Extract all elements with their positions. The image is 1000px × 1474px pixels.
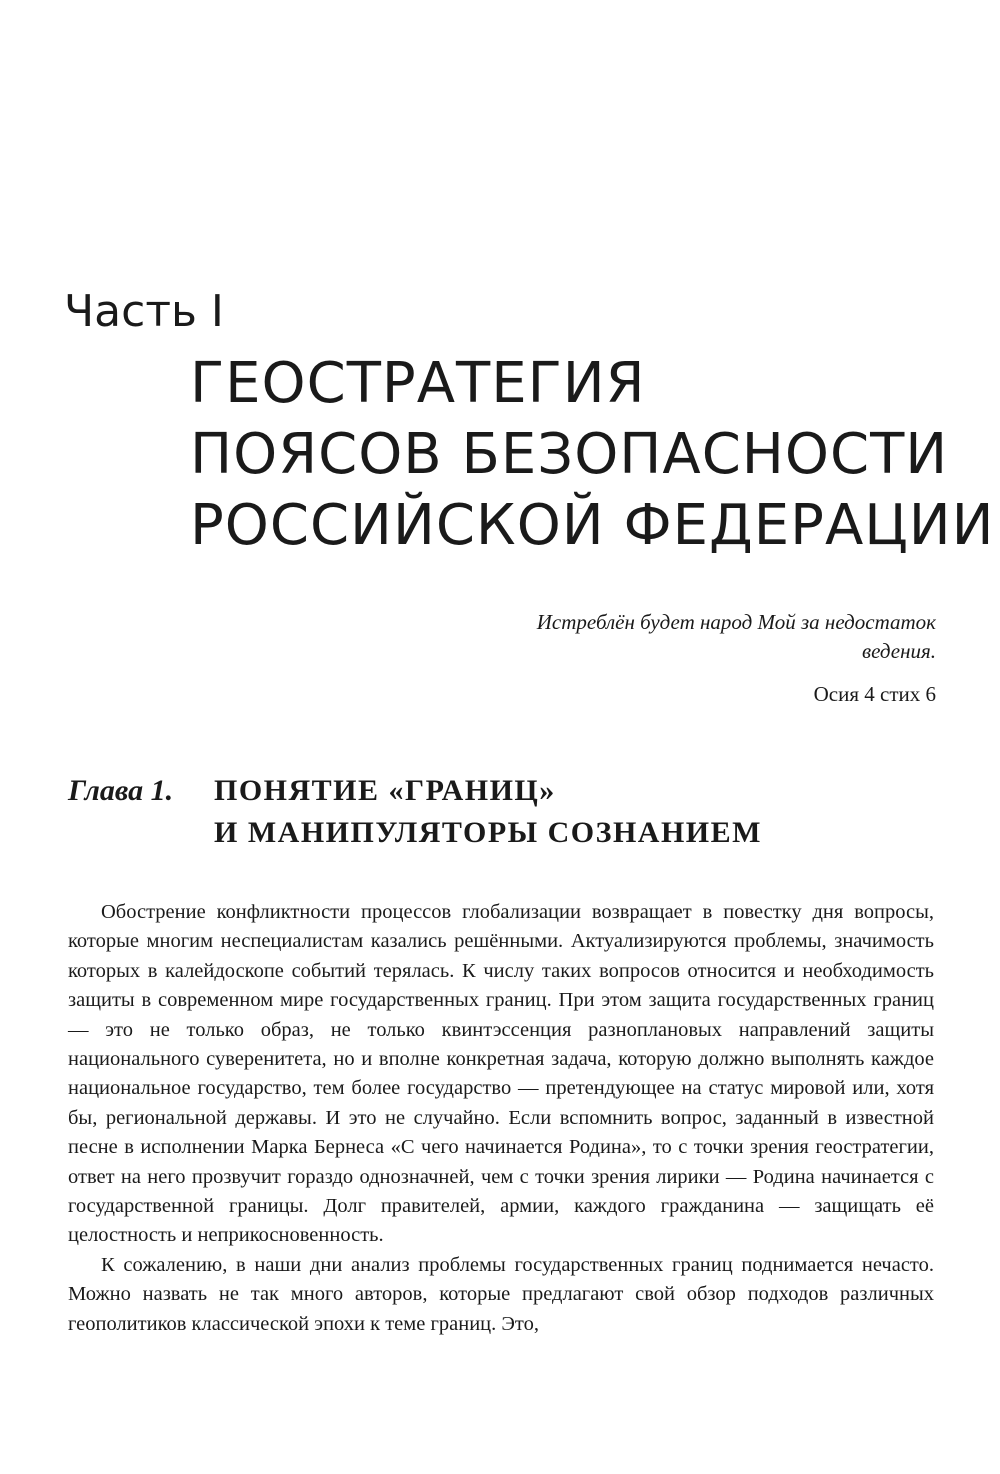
part-title bbox=[190, 348, 995, 561]
part-title-line: РОССИЙСКОЙ ФЕДЕРАЦИИ bbox=[190, 493, 995, 558]
chapter-label: Глава 1. bbox=[68, 774, 174, 807]
part-label: Часть I bbox=[64, 286, 224, 337]
part-title-line: ПОЯСОВ БЕЗОПАСНОСТИ bbox=[190, 422, 949, 487]
paragraph: К сожалению, в наши дни анализ проблемы государственных границ поднимается нечасто. Можно назвать не так много авторов, которые предлагают свой обзор подходов различных геополитиков классической эпохи к теме границ. Это, bbox=[68, 1253, 934, 1335]
epigraph bbox=[536, 608, 936, 709]
chapter-title-line2: И МАНИПУЛЯТОРЫ СОЗНАНИЕМ bbox=[214, 816, 762, 849]
epigraph-text: Истреблён будет народ Мой за недостаток ведения. bbox=[536, 610, 936, 663]
paragraph: Обострение конфликтности процессов глобализации возвращает в повестку дня вопросы, которые многим неспециалистам казались решёнными. Актуализируются проблемы, значимость которых в калейдоскопе событий терялась. К числу таких вопросов относится и необходимость защиты в современном мире государственных границ. При этом защита государственных границ — это не только образ, не только квинтэссенция разноплановых направлений защиты национального суверенитета, но и вполне конкретная задача, которую должно выполнять каждое национальное государство, тем более государство — претендующее на статус мировой или, хотя бы, региональной державы. И это не случайно. Если вспомнить вопрос, заданный в известной песне в исполнении Марка Бернеса «С чего начинается Родина», то с точки зрения геостратегии, ответ на него прозвучит гораздо однозначней, чем с точки зрения лирики — Родина начинается с государственной границы. Долг правителей, армии, каждого гражданина — защищать её целостность и неприкосновенность. bbox=[68, 901, 934, 1247]
chapter-title-line1: ПОНЯТИЕ «ГРАНИЦ» bbox=[214, 774, 556, 807]
chapter-heading bbox=[68, 770, 948, 854]
part-title-line: ГЕОСТРАТЕГИЯ bbox=[190, 351, 646, 416]
body-text bbox=[68, 898, 934, 1339]
epigraph-source: Осия 4 стих 6 bbox=[813, 682, 936, 706]
